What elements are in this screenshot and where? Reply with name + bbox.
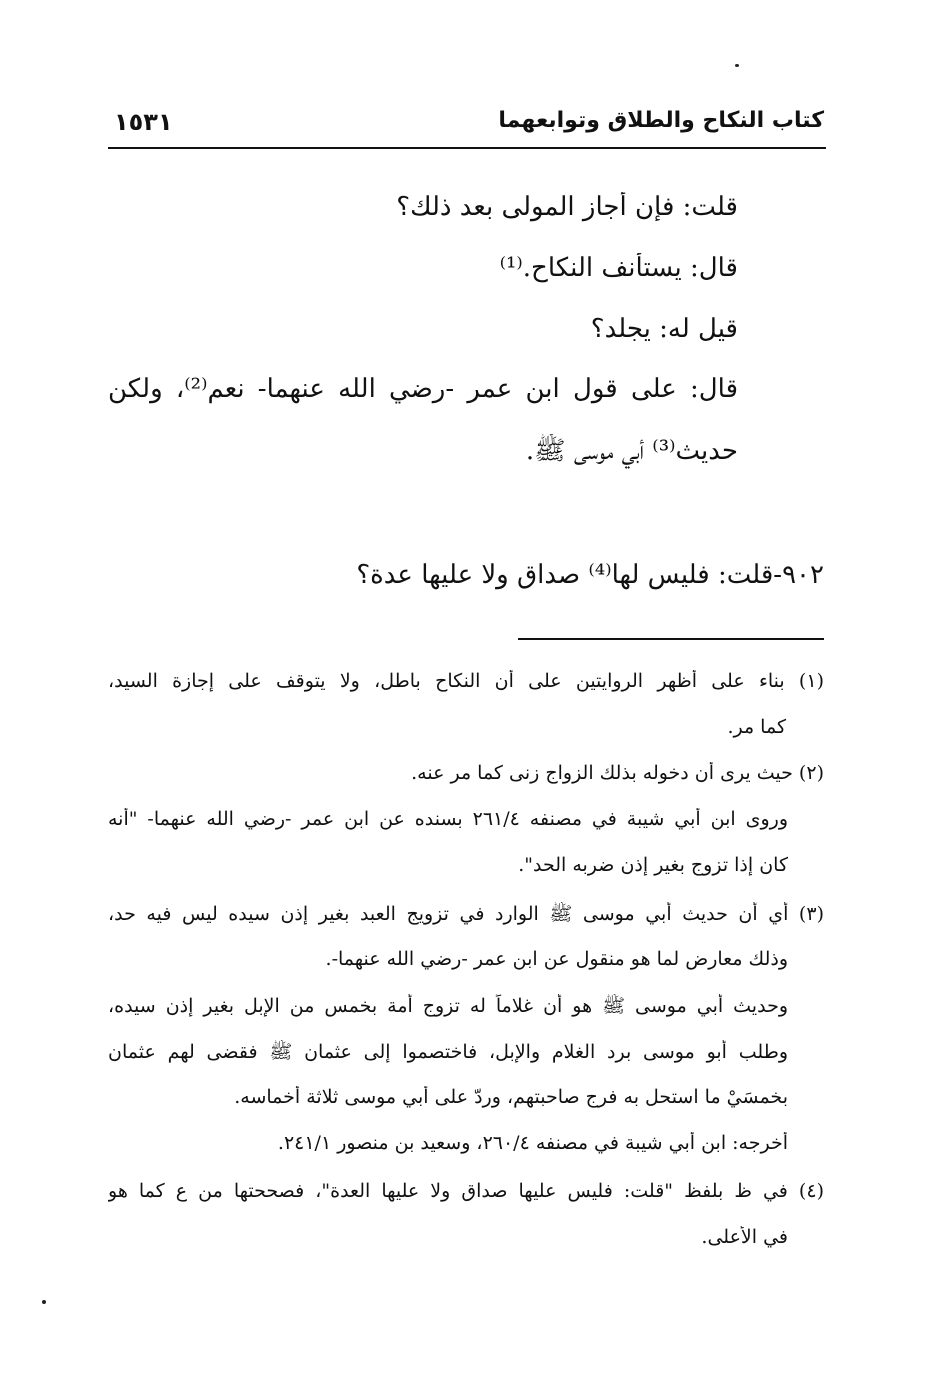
footnote-line: (٣) أي أن حديث أبي موسى ﷺ الوارد في تزويج العبد بغير إذن سيده ليس فيه حد، (108, 903, 824, 925)
running-title: كتاب النكاح والطلاق وتوابعهما (498, 108, 824, 133)
dialogue-line: حديث⁽³⁾ أبي موسى ﷺ. (525, 436, 738, 466)
footnote-line: (٤) في ظ بلفظ "قلت: فليس عليها صداق ولا عليها العدة"، فصححتها من ع كما هو (108, 1180, 824, 1202)
speck-mark (42, 1300, 46, 1304)
footnote-line: وروى ابن أبي شيبة في مصنفه ٢٦١/٤ بسنده عن ابن عمر -رضي الله عنهما- "أنه (108, 808, 788, 830)
footnote-line: أخرجه: ابن أبي شيبة في مصنفه ٢٦٠/٤، وسعيد بن منصور ٢٤١/١. (277, 1132, 788, 1154)
footnote-line: كما مر. (727, 716, 786, 738)
dialogue-line: قيل له: يجلد؟ (590, 314, 738, 344)
footnote-line: وطلب أبو موسى برد الغلام والإبل، فاختصموا إلى عثمان ﷺ فقضى لهم عثمان (108, 1041, 788, 1063)
entry-902: ٩٠٢-قلت: فليس لها⁽⁴⁾ صداق ولا عليها عدة؟ (356, 560, 824, 590)
footnote-line: وحديث أبي موسى ﷺ هو أن غلاماً له تزوج أمة بخمس من الإبل بغير إذن سيده، (108, 995, 788, 1017)
footnote-line: بخمسَيْ ما استحل به فرج صاحبتهم، وردّ على أبي موسى ثلاثة أخماسه. (234, 1086, 788, 1108)
footnote-line: كان إذا تزوج بغير إذن ضربه الحد". (518, 854, 788, 876)
footnote-rule (518, 638, 824, 640)
footnote-line: (١) بناء على أظهر الروايتين على أن النكاح باطل، ولا يتوقف على إجازة السيد، (108, 670, 824, 692)
page-number: ١٥٣١ (114, 108, 173, 136)
speck-mark (735, 64, 739, 67)
footnote-line: (٢) حيث يرى أن دخوله بذلك الزواج زنى كما مر عنه. (411, 762, 824, 784)
page-header (108, 108, 824, 148)
dialogue-line: قال: على قول ابن عمر -رضي الله عنهما- نعم⁽²⁾، ولكن (108, 374, 738, 404)
footnote-line: وذلك معارض لما هو منقول عن ابن عمر -رضي الله عنهما-. (325, 948, 788, 970)
dialogue-line: قلت: فإن أجاز المولى بعد ذلك؟ (396, 192, 738, 222)
dialogue-line: قال: يستأنف النكاح.⁽¹⁾ (499, 253, 738, 283)
header-rule (108, 147, 826, 149)
footnote-line: في الأعلى. (701, 1226, 788, 1248)
